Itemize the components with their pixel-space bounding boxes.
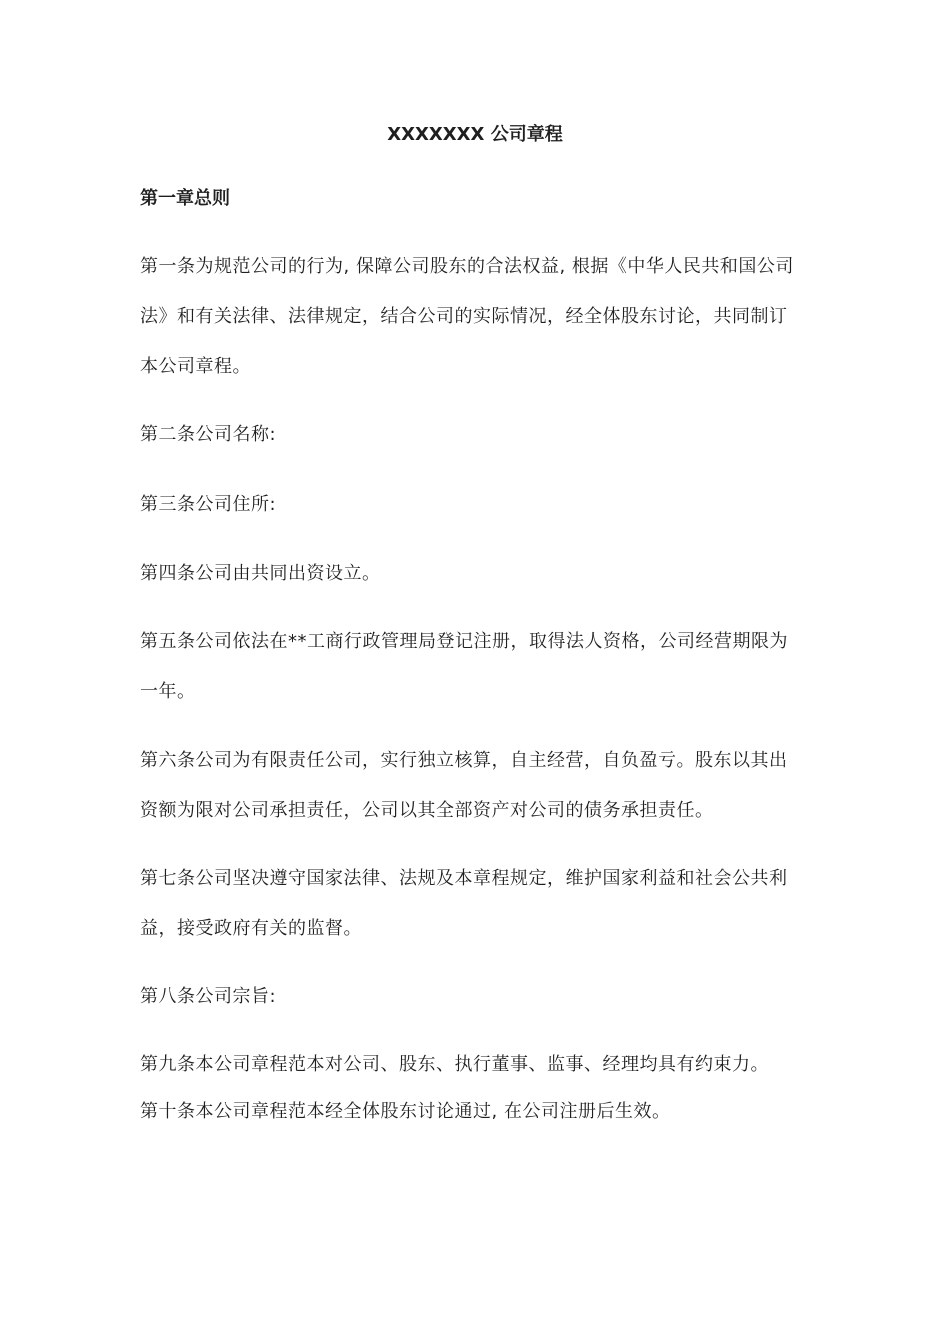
- article-9: 第九条本公司章程范本对公司、股东、执行董事、监事、经理均具有约束力。: [140, 1054, 769, 1075]
- article-7: 第七条公司坚决遵守国家法律、法规及本章程规定，维护国家利益和社会公共利益，接受政府有关的监督。: [140, 868, 788, 939]
- article-1: 第一条为规范公司的行为, 保障公司股东的合法权益, 根据《中华人民共和国公司法》和有关法律、法律规定，结合公司的实际情况，经全体股东讨论，共同制订本公司章程。: [140, 256, 794, 377]
- article-8: 第八条公司宗旨:: [140, 986, 277, 1007]
- article-3: 第三条公司住所:: [140, 494, 277, 515]
- article-4: 第四条公司由共同出资设立。: [140, 563, 381, 584]
- chapter-heading: 第一章总则: [140, 188, 230, 209]
- article-10: 第十条本公司章程范本经全体股东讨论通过, 在公司注册后生效。: [140, 1101, 671, 1122]
- article-2: 第二条公司名称:: [140, 424, 277, 445]
- article-5: 第五条公司依法在**工商行政管理局登记注册，取得法人资格，公司经营期限为一年。: [140, 631, 788, 702]
- article-6: 第六条公司为有限责任公司，实行独立核算，自主经营，自负盈亏。股东以其出资额为限对公司承担责任，公司以其全部资产对公司的债务承担责任。: [140, 750, 788, 821]
- document-title: XXXXXXX 公司章程: [387, 124, 563, 145]
